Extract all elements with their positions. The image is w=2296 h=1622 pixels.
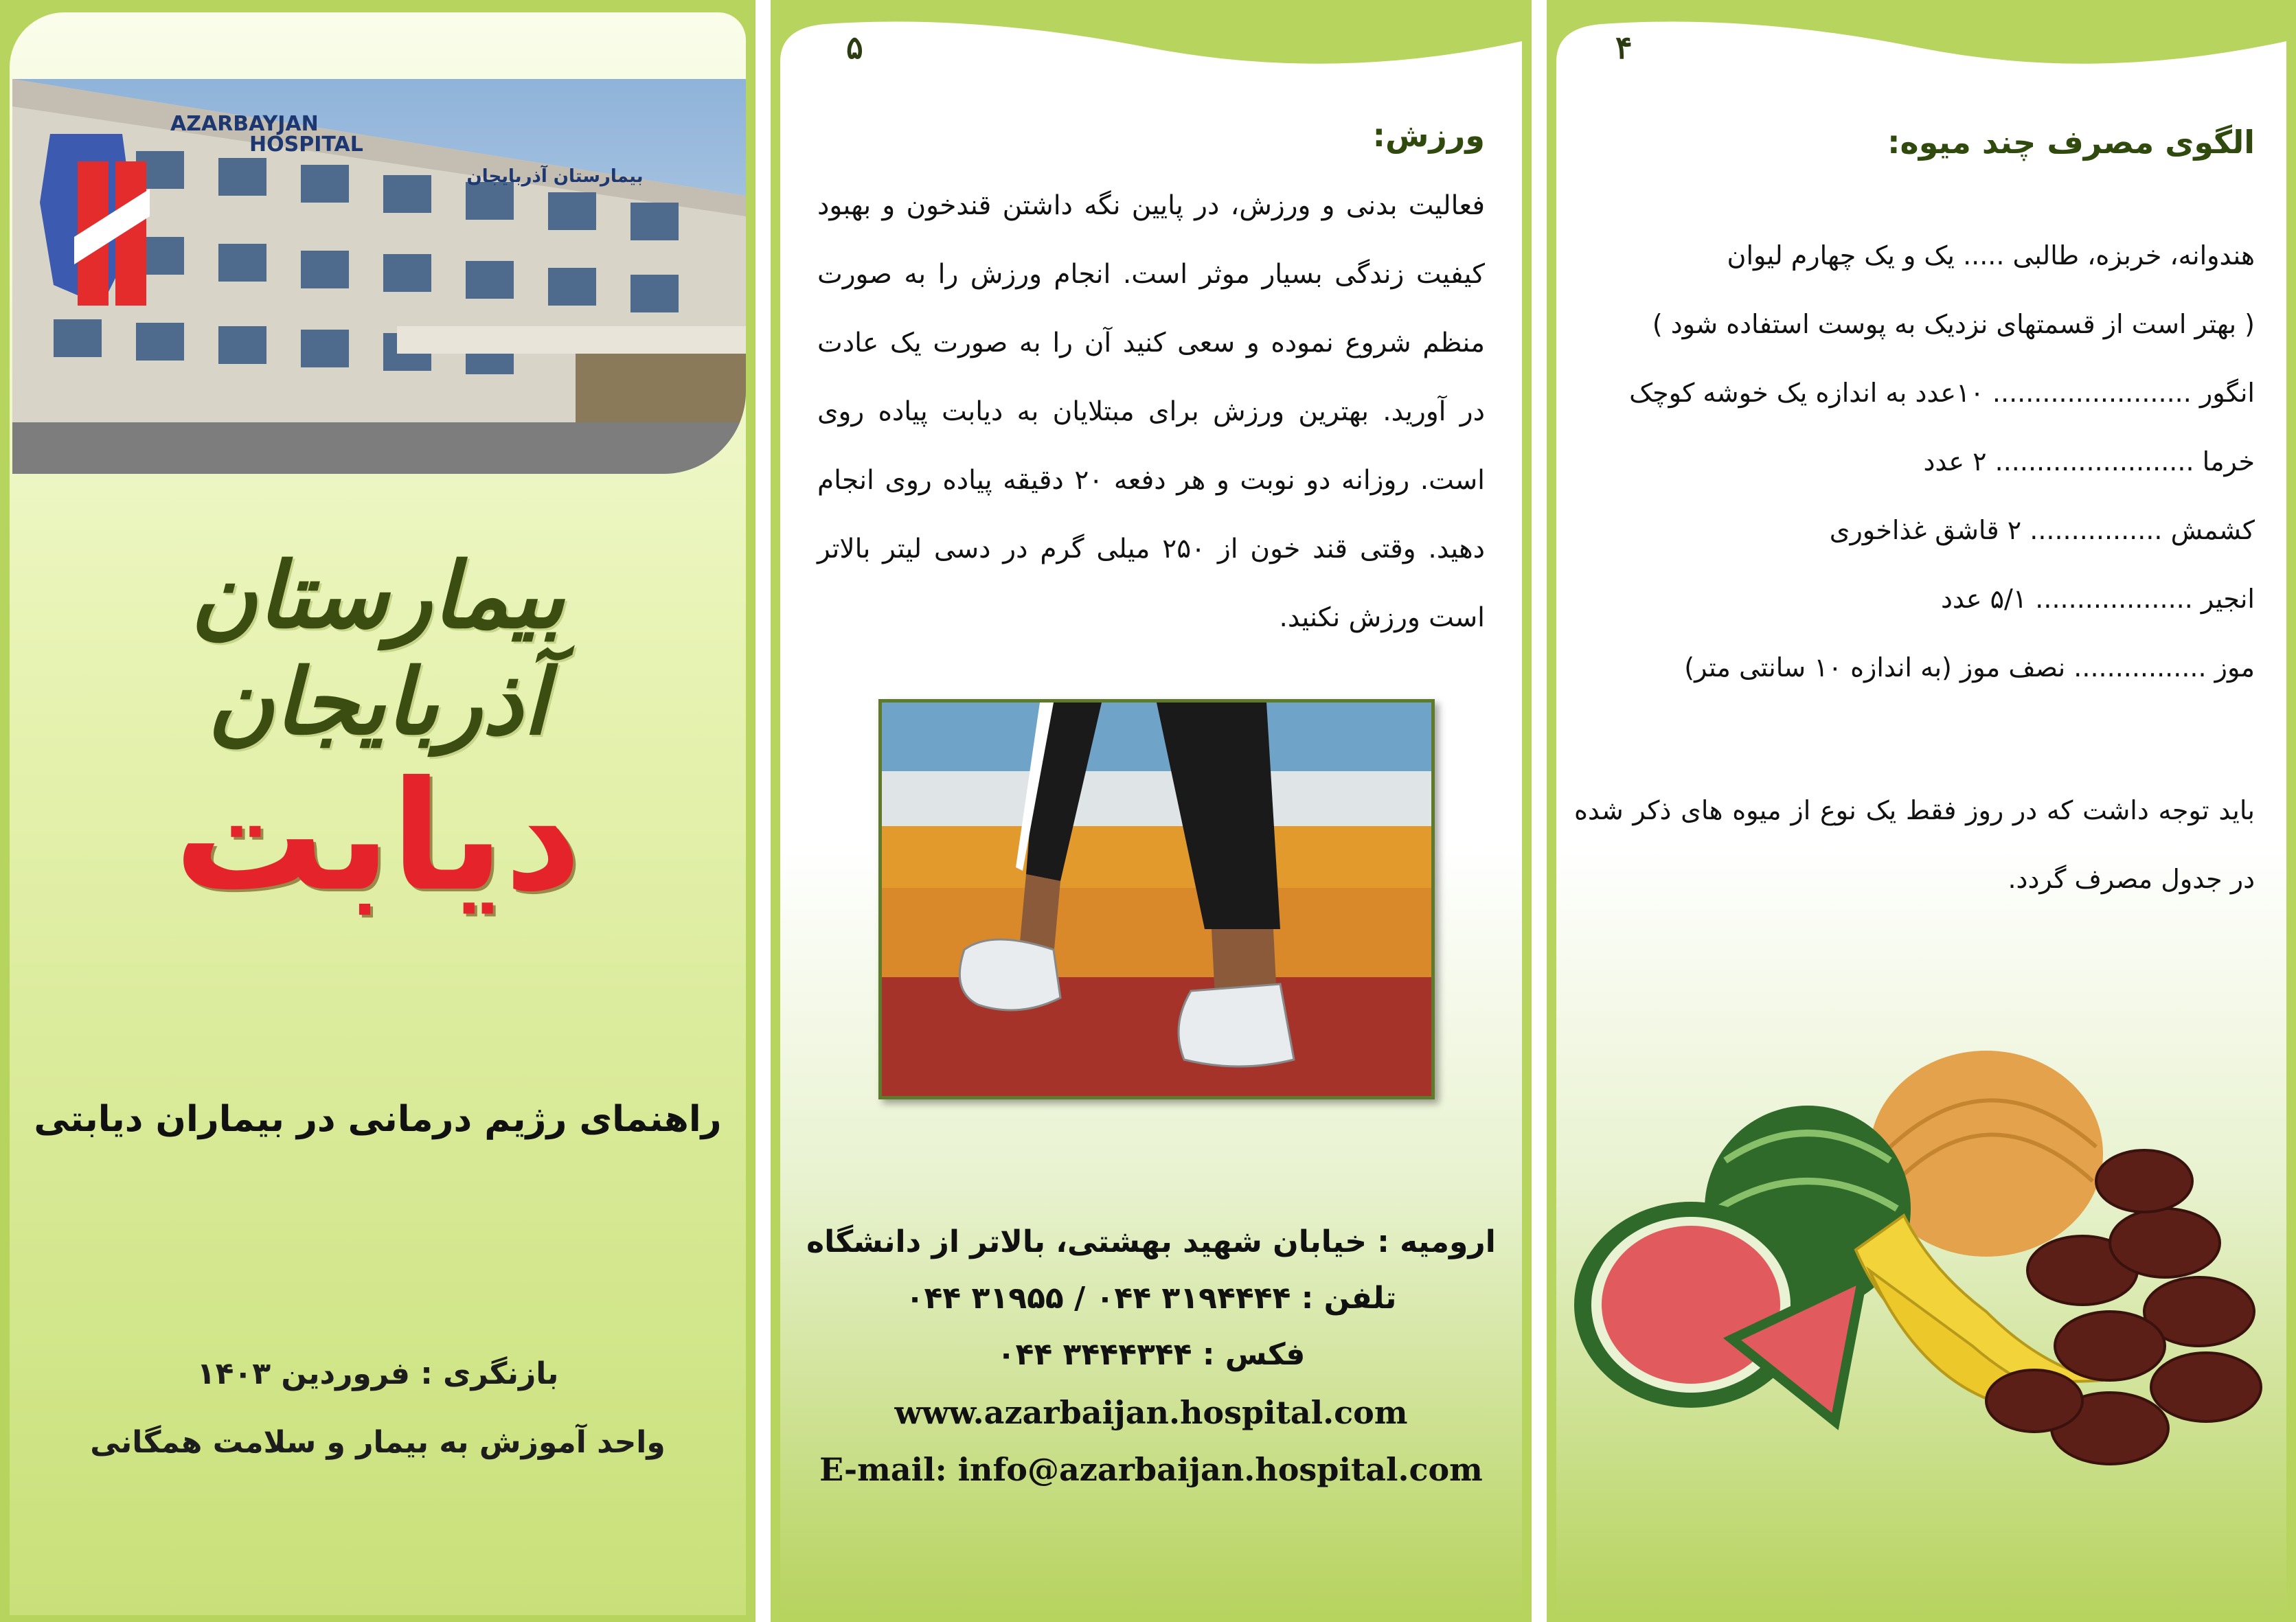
fruit-name: انجیر bbox=[2201, 584, 2255, 614]
topic-title: دیابت bbox=[174, 749, 582, 924]
fruit-amount: ۲ قاشق غذاخوری bbox=[1829, 515, 2022, 545]
exercise-paragraph: فعالیت بدنی و ورزش، در پایین نگه داشتن قندخون و بهبود کیفیت زندگی بسیار موثر است. انجام ورزش را به صورت منظم شروع نموده و سعی کنید آن را به صورت یک عادت در آورید. بهترین ورزش برای مبتلایان به دیابت پیاده روی است. روزانه دو نوبت و هر دفعه ۲۰ دقیقه پیاده روی انجام دهید. وقتی قند خون از ۲۵۰ میلی گرم در دسی لیتر بالاتر است ورزش نکنید. bbox=[817, 190, 1485, 633]
fruit-panel bbox=[1547, 0, 2296, 1622]
fruits-photo bbox=[1560, 982, 2275, 1504]
walking-shoes-photo bbox=[878, 699, 1435, 1099]
fruit-name: خرما bbox=[2202, 446, 2255, 477]
fruit-name: انگور bbox=[2199, 378, 2255, 408]
fruit-heading: الگوی مصرف چند میوه: bbox=[1887, 124, 2255, 161]
fruit-item: موز ................ نصف موز (به اندازه ۱۰ سانتی متر) bbox=[1684, 652, 2255, 683]
fruit-item: خرما ........................ ۲ عدد bbox=[1923, 446, 2255, 477]
cover-panel bbox=[0, 0, 755, 1622]
education-unit: واحد آموزش به بیمار و سلامت همگانی bbox=[90, 1425, 666, 1460]
fruit-name: موز bbox=[2214, 652, 2255, 683]
fruit-item: انگور ........................ ۱۰عدد به اندازه یک خوشه کوچک bbox=[1629, 378, 2255, 408]
photo-sign-en-1: AZARBAYJAN bbox=[170, 112, 319, 136]
brochure-subtitle: راهنمای رژیم درمانی در بیماران دیابتی bbox=[34, 1099, 722, 1140]
fruit-amount: ۱۰عدد به اندازه یک خوشه کوچک bbox=[1629, 378, 1984, 408]
page-number: ۵ bbox=[846, 29, 863, 66]
page-number: ۴ bbox=[1615, 29, 1633, 66]
contact-address: ارومیه : خیابان شهید بهشتی، بالاتر از دانشگاه bbox=[806, 1224, 1496, 1259]
contact-website[interactable]: www.azarbaijan.hospital.com bbox=[894, 1394, 1408, 1431]
contact-email[interactable]: E-mail: info@azarbaijan.hospital.com bbox=[819, 1451, 1483, 1488]
hospital-name-title: بیمارستان آذربایجان bbox=[190, 542, 565, 755]
photo-sign-fa: بیمارستان آذربایجان bbox=[466, 166, 644, 187]
exercise-panel bbox=[771, 0, 1532, 1622]
fruit-amount: نصف موز (به اندازه ۱۰ سانتی متر) bbox=[1684, 652, 2066, 683]
intro-line-1: هندوانه، خربزه، طالبی ..... یک و یک چهارم لیوان bbox=[1727, 240, 2255, 271]
exercise-heading: ورزش: bbox=[1372, 117, 1485, 154]
photo-sign-en-2: HOSPITAL bbox=[249, 133, 363, 157]
fruit-item: انجیر ................... ۵/۱ عدد bbox=[1940, 584, 2255, 614]
contact-fax: فکس : ۳۴۴۴۳۴۴ ۰۴۴ bbox=[997, 1337, 1306, 1372]
intro-line-2: ( بهتر است از قسمتهای نزدیک به پوست استفاده شود ) bbox=[1652, 309, 2255, 339]
hospital-building-photo bbox=[12, 79, 746, 474]
fruit-name: کشمش bbox=[2170, 515, 2255, 545]
revision-date: بازنگری : فروردین ۱۴۰۳ bbox=[196, 1356, 559, 1391]
fruit-list bbox=[1574, 240, 2255, 721]
contact-phone: تلفن : ۳۱۹۴۴۴۴ ۰۴۴ / ۳۱۹۵۵ ۰۴۴ bbox=[905, 1281, 1397, 1316]
fruit-note: باید توجه داشت که در روز فقط یک نوع از میوه های ذکر شده در جدول مصرف گردد. bbox=[1574, 795, 2255, 894]
fruit-amount: ۲ عدد bbox=[1923, 446, 1987, 477]
fruit-item: کشمش ................ ۲ قاشق غذاخوری bbox=[1829, 515, 2255, 545]
fruit-amount: ۵/۱ عدد bbox=[1940, 584, 2027, 614]
